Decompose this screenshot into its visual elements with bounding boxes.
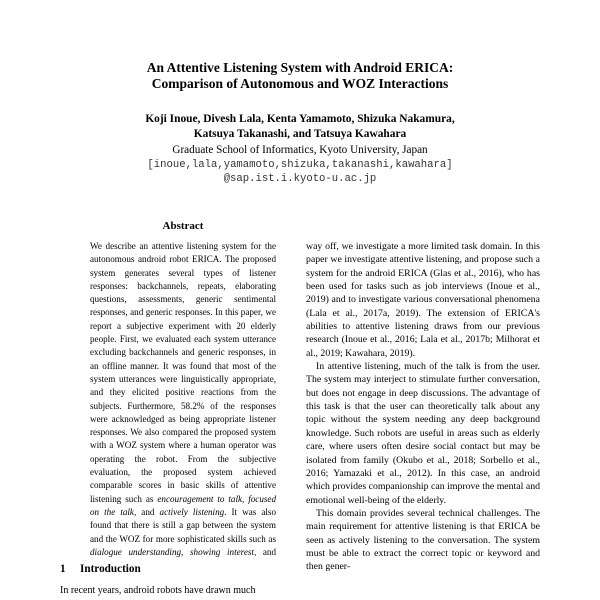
abstract-text-1: We describe an attentive listening system for the autonomous android robot ERICA. The proposed system generates several types of listener responses: backchannels, repeats, elaborating questions, assessments, generic sentimental responses, and generic responses. In this paper, we report a subjective experiment with 20 elderly people. First, we evaluated each system utterance excluding backchannels and generic responses, in an offline manner. It was found that most of the system utterances were linguistically appropriate, and they elicited positive reactions from the subjects. Furthermore, 58.2% of the responses were acknowledged as being appropriate listener responses. We also compared the proposed system with a WOZ system where a human operator was operating the robot. From the subjective evaluation, the proposed system achieved comparable scores in basic skills of attentive listening such as [90, 241, 276, 504]
abstract-separator-3: , [181, 546, 190, 557]
right-paragraph-2: In attentive listening, much of the talk is from the user. The system may interject to stimulate further conversation, but does not engage in deep discussions. The advantage of this task is that the user can theoretically talk about any topic without the system needing any deep background knowledge. Such robots are useful in areas such as elderly care, where users often desire social contact but may be isolated from family (Okubo et al., 2018; Sorbello et al., 2016; Yamazaki et al., 2012). In this case, an android which provides companionship can improve the mental and emotional well-being of the elderly. [306, 361, 540, 506]
abstract-separator-2: , and [133, 506, 160, 517]
author-line-2: Katsuya Takanashi, and Tatsuya Kawahara [193, 128, 407, 140]
abstract-body [90, 240, 276, 558]
author-line-1: Koji Inoue, Divesh Lala, Kenta Yamamoto, Shizuka Nakamura, [145, 113, 455, 125]
introduction-body [60, 584, 306, 600]
author-emails-line-1: [inoue,lala,yamamoto,shizuka,takanashi,kawahara] [147, 159, 453, 171]
right-paragraph-3: This domain provides several technical challenges. The main requirement for attentive listening is that ERICA be seen as actively listening to the conversation. The system must be able to extract the correct topic or keyword and then gener- [306, 507, 540, 573]
paper-title-line-1: An Attentive Listening System with Android ERICA: [146, 60, 454, 75]
abstract-emphasis-1: encouragement to talk [157, 493, 243, 504]
author-list [0, 112, 600, 142]
section-heading-introduction [60, 563, 141, 575]
abstract-text-2: . It was also found that there is still a gap between the system and the WOZ for more sophisticated skills such as [90, 506, 276, 544]
introduction-paragraph: In recent years, android robots have drawn much [60, 585, 256, 596]
abstract-separator-1: , [242, 493, 249, 504]
author-emails-line-2: @sap.ist.i.kyoto-u.ac.jp [223, 173, 377, 185]
abstract-emphasis-5: showing interest [190, 546, 254, 557]
abstract-emphasis-3: actively listening [159, 506, 225, 517]
paper-title-line-2: Comparison of Autonomous and WOZ Interactions [151, 76, 449, 91]
abstract-emphasis-2: focused on the talk [90, 493, 276, 517]
section-title: Introduction [80, 563, 141, 575]
right-paragraph-1: way off, we investigate a more limited task domain. In this paper we investigate attentive listening, and propose such a system for the android ERICA (Glas et al., 2016), who has been used for tasks such as job interviews (Inoue et al., 2019) and to investigate various conversational phenomena (Lala et al., 2017a, 2019). The extension of ERICA's abilities to attentive listening draws from our previous research (Inoue et al., 2016; Lala et al., 2017b; Milhorat et al., 2019; Kawahara, 2019). [306, 241, 540, 359]
abstract-heading: Abstract [162, 220, 204, 232]
paper-title [0, 60, 600, 92]
abstract-paragraph [90, 240, 276, 558]
section-number: 1 [60, 563, 66, 575]
right-column-body [306, 240, 540, 600]
affiliation: Graduate School of Informatics, Kyoto University, Japan [172, 144, 428, 156]
abstract-separator-4: , and [253, 546, 276, 557]
abstract-emphasis-4: dialogue understanding [90, 546, 182, 557]
